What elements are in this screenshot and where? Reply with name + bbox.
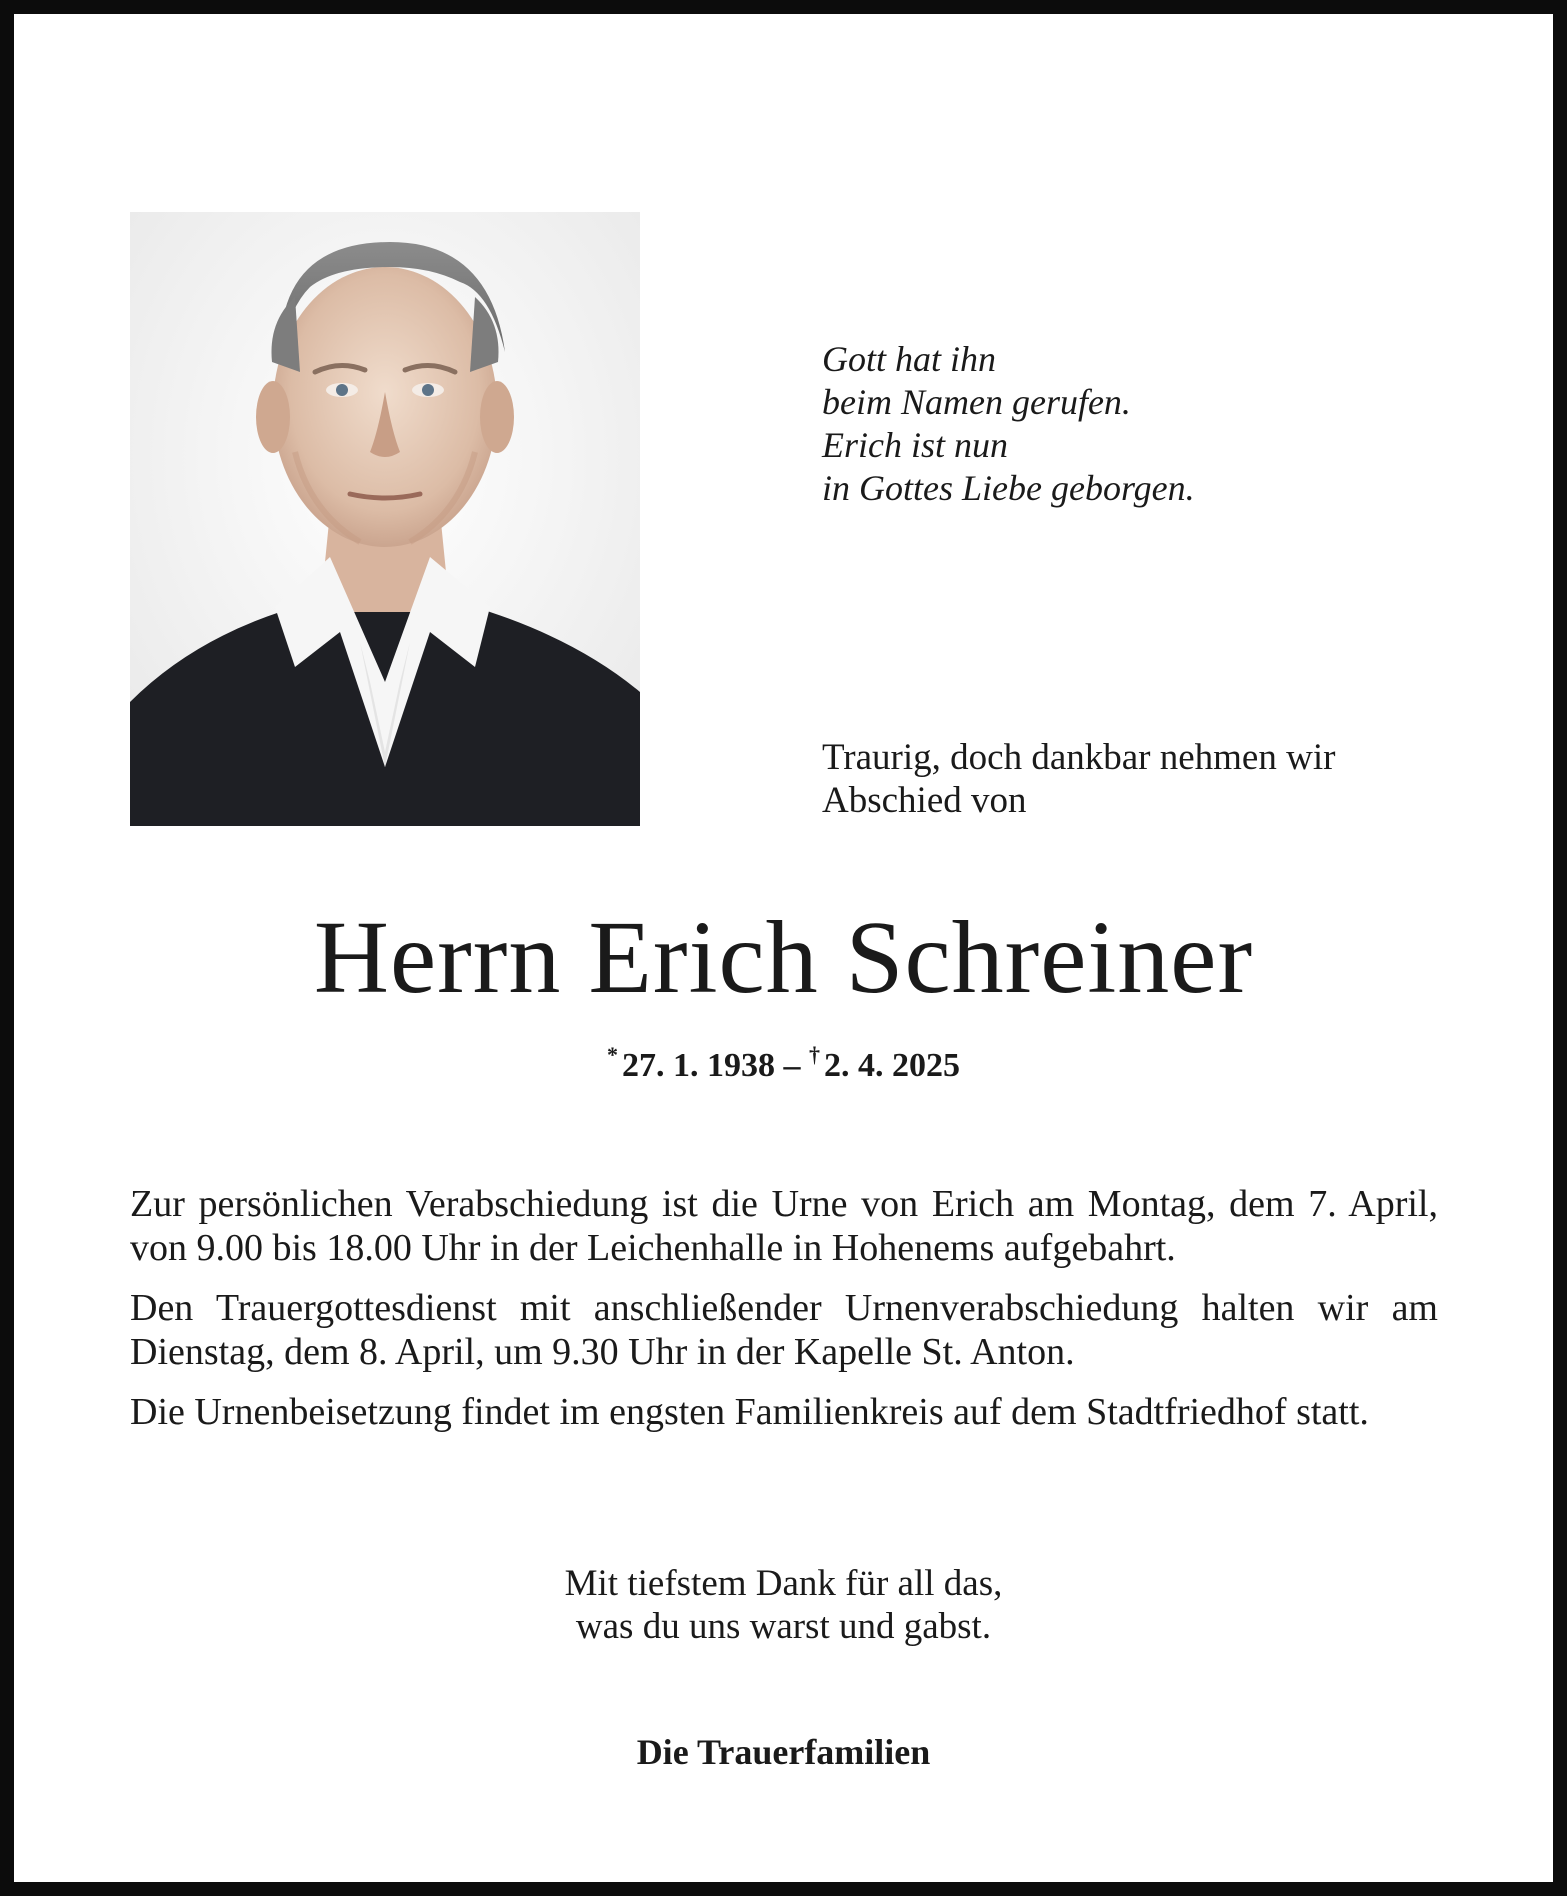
birth-date: 27. 1. 1938 <box>622 1047 775 1084</box>
signature: Die Trauerfamilien <box>636 1732 931 1772</box>
intro-line: Traurig, doch dankbar nehmen wir <box>822 737 1336 778</box>
paragraph-burial: Die Urnenbeisetzung findet im engsten Familienkreis auf dem Stadtfriedhof statt. <box>130 1391 1369 1433</box>
birth-symbol: * <box>607 1042 618 1067</box>
farewell-intro <box>822 736 1335 822</box>
paragraph-funeral-service: Den Trauergottesdienst mit anschließender Urnenverabschiedung halten wir am Dienstag, dem 8. April, um 9.30 Uhr in der Kapelle St. Anton. <box>130 1287 1438 1373</box>
thanks-line: was du uns warst und gabst. <box>575 1606 992 1647</box>
portrait-photo <box>130 212 640 826</box>
paragraph-viewing: Zur persönlichen Verabschiedung ist die Urne von Erich am Montag, dem 7. April, von 9.00 bis 18.00 Uhr in der Leichenhalle in Hohenems aufgebahrt. <box>130 1183 1438 1269</box>
death-symbol: † <box>809 1042 820 1067</box>
death-date: 2. 4. 2025 <box>824 1047 960 1084</box>
thanks-verse <box>0 1562 1567 1648</box>
portrait-illustration <box>130 212 640 826</box>
quote-line: Gott hat ihn <box>822 339 997 379</box>
quote-verse <box>822 338 1195 510</box>
intro-line: Abschied von <box>822 780 1027 821</box>
quote-line: beim Namen gerufen. <box>822 382 1131 422</box>
service-details <box>130 1182 1438 1450</box>
quote-line: in Gottes Liebe geborgen. <box>822 468 1195 508</box>
life-dates <box>0 1044 1567 1088</box>
thanks-line: Mit tiefstem Dank für all das, <box>564 1563 1003 1604</box>
date-separator: – <box>783 1047 801 1084</box>
deceased-name: Herrn Erich Schreiner <box>313 900 1254 1015</box>
quote-line: Erich ist nun <box>822 425 1008 465</box>
